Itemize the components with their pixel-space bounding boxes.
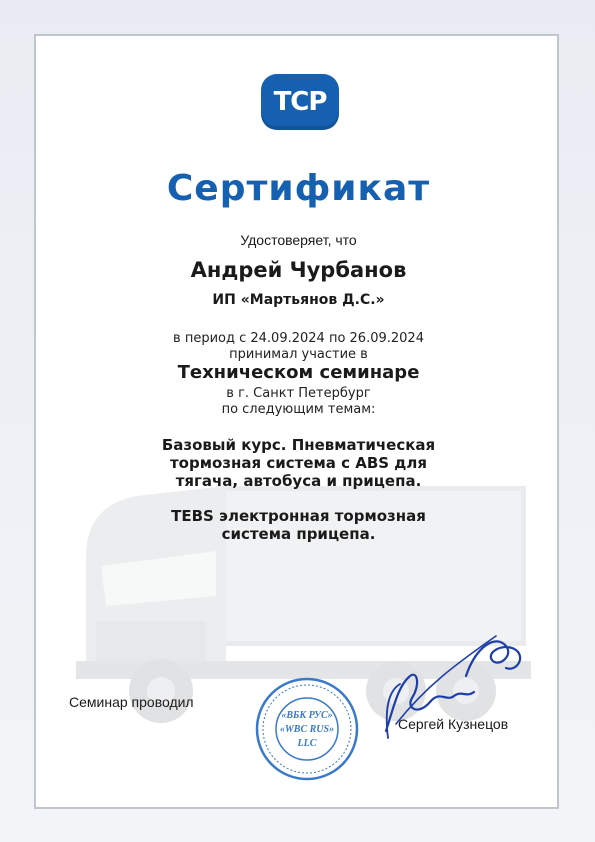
logo-text: TCP (273, 87, 327, 117)
topic-line: тягача, автобуса и прицепа. (175, 472, 422, 490)
topic-line: тормозная система с ABS для (169, 454, 428, 472)
topic-2 (36, 507, 559, 543)
certificate-sheet (34, 34, 559, 809)
tcp-logo (261, 74, 339, 130)
seminar-title: Техническом семинаре (177, 362, 420, 383)
topic-1 (36, 436, 559, 490)
topics-intro: по следующим темам: (221, 402, 376, 417)
city-text: в г. Санкт Петербург (226, 386, 371, 401)
certificate-title: Сертификат (166, 168, 431, 209)
topic-line: Базовый курс. Пневматическая (161, 436, 436, 454)
recipient-name: Андрей Чурбанов (190, 258, 407, 282)
signature (366, 606, 531, 756)
stamp-line-2: «WBC RUS» (279, 724, 335, 735)
participated-text: принимал участие в (229, 347, 368, 362)
topic-line: система прицепа. (221, 525, 376, 543)
recipient-company: ИП «Мартьянов Д.С.» (212, 292, 385, 308)
intro-text: Удостоверяет, что (240, 232, 357, 248)
topic-line: TEBS электронная тормозная (171, 507, 426, 525)
period-text: в период с 24.09.2024 по 26.09.2024 (173, 331, 424, 346)
company-stamp (254, 676, 360, 782)
stamp-line-3: LLC (297, 738, 317, 749)
signer-name: Сергей Кузнецов (398, 716, 509, 732)
stamp-line-1: «ВБК РУС» (281, 710, 333, 721)
conducted-by-label: Семинар проводил (69, 694, 194, 710)
